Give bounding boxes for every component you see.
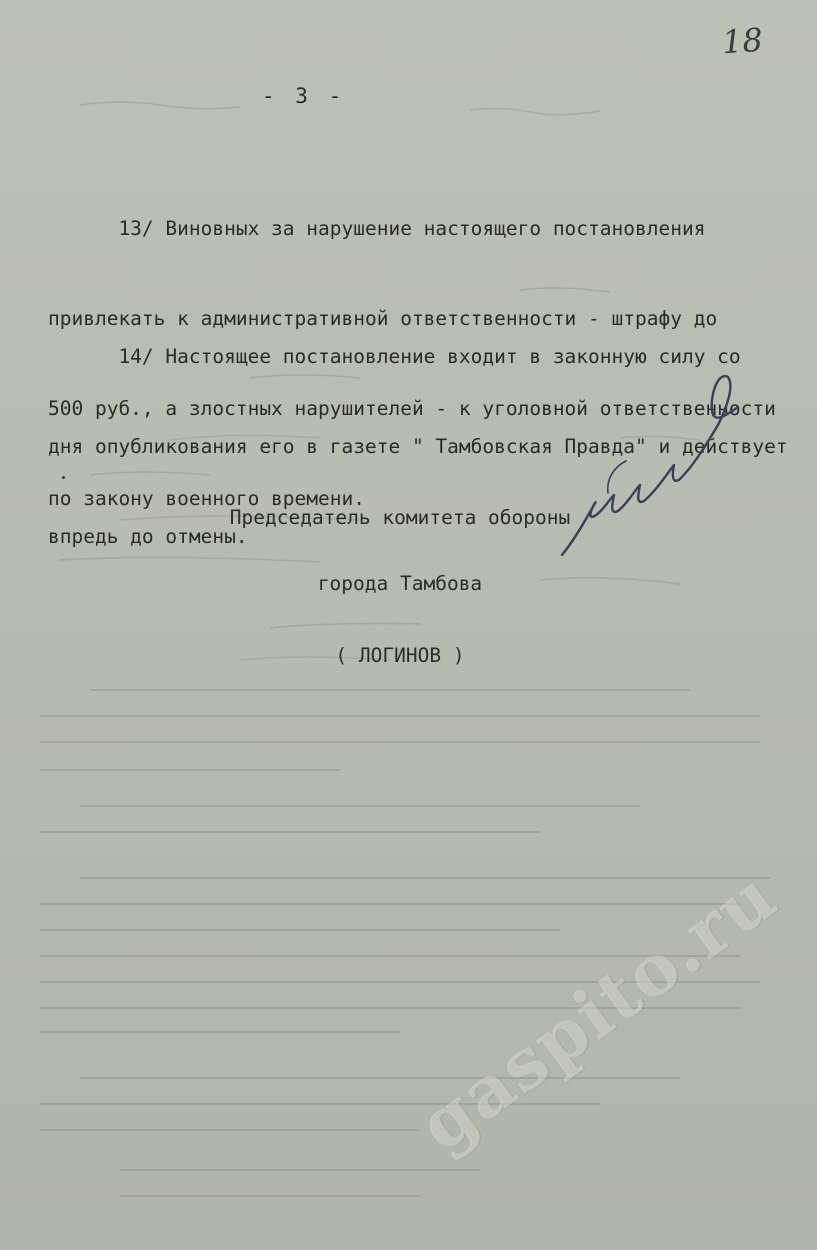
ink-dot [62, 476, 65, 479]
archive-page-number: 18 [720, 20, 764, 62]
signatory-title: Председатель комитета обороны [229, 506, 571, 529]
signature-block [200, 463, 600, 711]
page-number: - 3 - [262, 84, 346, 108]
paragraph-14-line: впредь до отмены. [48, 525, 248, 548]
signatory-city: города Тамбова [317, 572, 483, 595]
paragraph-13-line: 500 руб., а злостных нарушителей - к уголовной ответственности [48, 397, 776, 420]
handwritten-signature [548, 365, 758, 565]
paragraph-13-line: привлекать к административной ответственности - штрафу до [48, 307, 718, 330]
signatory-name: ( ЛОГИНОВ ) [335, 644, 465, 667]
paragraph-13-line: по закону военного времени. [48, 487, 365, 510]
paragraph-14-line: дня опубликования его в газете " Тамбовская Правда" и действует [48, 435, 788, 458]
paragraph-13-line: 13/ Виновных за нарушение настоящего постановления [48, 217, 706, 240]
paragraph-14-line: 14/ Настоящее постановление входит в законную силу со [48, 345, 741, 368]
watermark: gaspito.ru [404, 853, 792, 1168]
